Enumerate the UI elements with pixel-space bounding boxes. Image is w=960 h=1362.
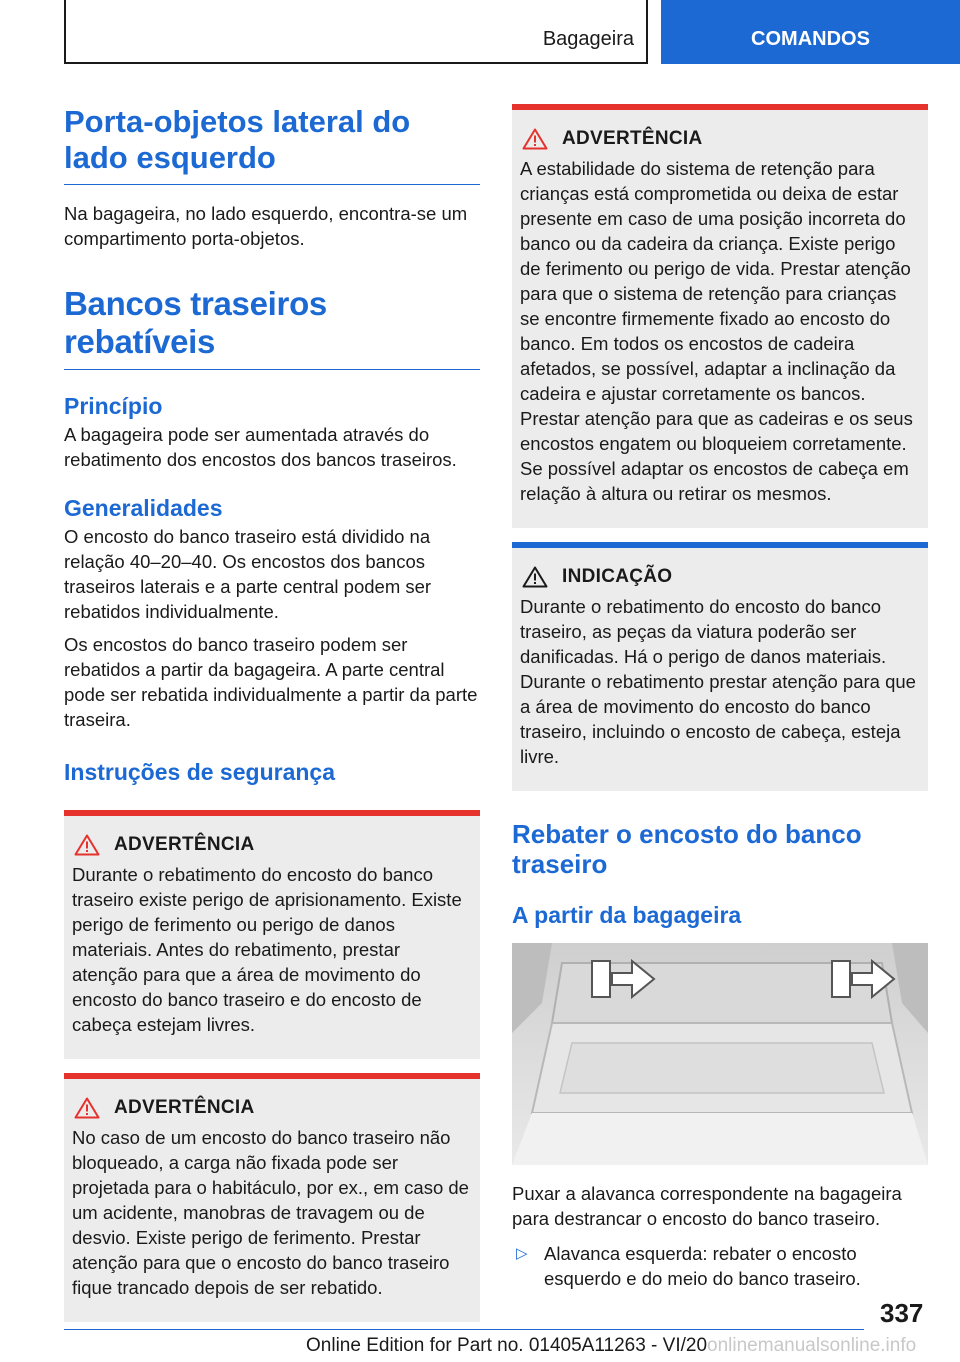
heading-porta-objetos: Porta-objetos lateral do lado esquerdo bbox=[64, 104, 480, 185]
paragraph-principio: A bagageira pode ser aumentada através do rebatimento dos encostos dos bancos traseiros. bbox=[64, 424, 457, 470]
note-header bbox=[520, 566, 918, 588]
left-column bbox=[64, 104, 480, 1322]
footer-watermark: onlinemanualsonline.info bbox=[707, 1335, 917, 1356]
warning-title: ADVERTÊNCIA bbox=[114, 834, 255, 855]
right-column bbox=[512, 104, 928, 1291]
warning-triangle-icon bbox=[74, 1097, 100, 1119]
warning-header bbox=[72, 1097, 470, 1119]
heading-principio: Princípio bbox=[64, 393, 163, 419]
heading-a-partir-bagageira: A partir da bagageira bbox=[512, 902, 742, 928]
header-section-title: Bagageira bbox=[542, 28, 634, 50]
warning-text: No caso de um encosto do banco traseiro não bloqueado, a carga não fixada pode ser projetada para o habitáculo, por ex., em caso de um acidente, manobras de travagem ou de desvio. Existe perigo de ferimento. Prestar atenção para que o encosto do banco traseiro fique trancado depois de ser rebatido. bbox=[72, 1127, 469, 1298]
bullet-triangle-icon: ▷ bbox=[516, 1245, 528, 1262]
running-header bbox=[64, 0, 648, 64]
note-text: Durante o rebatimento do encosto do banco traseiro, as peças da viatura poderão ser danificadas. Há o perigo de danos materiais. Durante o rebatimento prestar atenção para que a área de movimento do encosto do banco traseiro, incluindo o encosto de cabeça, esteja livre. bbox=[520, 596, 916, 767]
warning-header bbox=[72, 834, 470, 856]
warning-triangle-icon bbox=[74, 834, 100, 856]
header-chapter-label: COMANDOS bbox=[751, 28, 870, 50]
footer-rule bbox=[64, 1329, 864, 1330]
warning-text: Durante o rebatimento do encosto do banco traseiro existe perigo de aprisionamento. Existe perigo de ferimento ou perigo de danos materiais. Antes do rebatimento, prestar atenção para que a área de movimento do encosto do banco traseiro e do encosto de cabeça estejam livres. bbox=[72, 864, 462, 1035]
paragraph-generalidades-1: O encosto do banco traseiro está dividido na relação 40–20–40. Os encostos dos bancos traseiros laterais e a parte central podem ser rebatidos individualmente. bbox=[64, 526, 432, 622]
page-number: 337 bbox=[880, 1298, 924, 1328]
heading-bancos-traseiros: Bancos traseiros rebatíveis bbox=[64, 285, 480, 370]
paragraph-puxar-alavanca: Puxar a alavanca correspondente na bagageira para destrancar o encosto do banco traseiro. bbox=[512, 1183, 902, 1229]
warning-title: ADVERTÊNCIA bbox=[114, 1097, 255, 1118]
trunk-photo bbox=[512, 943, 928, 1165]
list-item-text: Alavanca esquerda: rebater o encosto esquerdo e do meio do banco traseiro. bbox=[544, 1243, 861, 1289]
warning-text: A estabilidade do sistema de retenção para crianças está comprometida ou deixa de estar presente em caso de uma posição incorreta do banco ou da cadeira da criança. Existe perigo de ferimento ou perigo de vida. Prestar atenção para que o sistema de retenção para crianças se encontre firmemente fixado ao encosto do banco. Em todos os encostos de cadeira afetados, se possível, adaptar a inclinação da cadeira e ajustar corretamente os bancos. Prestar atenção para que as cadeiras e os seus encostos engatem ou bloqueiem corretamente. Se possível adaptar os encostos de cabeça em relação à altura ou retirar os mesmos. bbox=[520, 158, 913, 504]
list-item bbox=[512, 1241, 928, 1291]
warning-box-retencao bbox=[512, 104, 928, 528]
warning-triangle-icon bbox=[522, 128, 548, 150]
header-chapter-tab bbox=[661, 0, 960, 64]
warning-header bbox=[520, 128, 918, 150]
warning-title: ADVERTÊNCIA bbox=[562, 128, 703, 149]
warning-triangle-icon bbox=[522, 566, 548, 588]
warning-box-carga bbox=[64, 1073, 480, 1322]
note-title: INDICAÇÃO bbox=[562, 566, 673, 587]
heading-seguranca: Instruções de segurança bbox=[64, 759, 335, 785]
heading-generalidades: Generalidades bbox=[64, 495, 223, 521]
paragraph-generalidades-2: Os encostos do banco traseiro podem ser rebatidos a partir da bagageira. A parte central pode ser rebatida individualmente a partir da parte traseira. bbox=[64, 634, 478, 730]
footer-edition-text: Online Edition for Part no. 01405A11263 - VI/20 bbox=[306, 1335, 708, 1356]
heading-rebater-encosto: Rebater o encosto do banco traseiro bbox=[512, 819, 862, 879]
paragraph-porta-objetos: Na bagageira, no lado esquerdo, encontra-se um compartimento porta-objetos. bbox=[64, 203, 468, 249]
note-box-indicacao bbox=[512, 542, 928, 791]
footer-edition bbox=[306, 1335, 916, 1357]
warning-box-aprisionamento bbox=[64, 810, 480, 1059]
